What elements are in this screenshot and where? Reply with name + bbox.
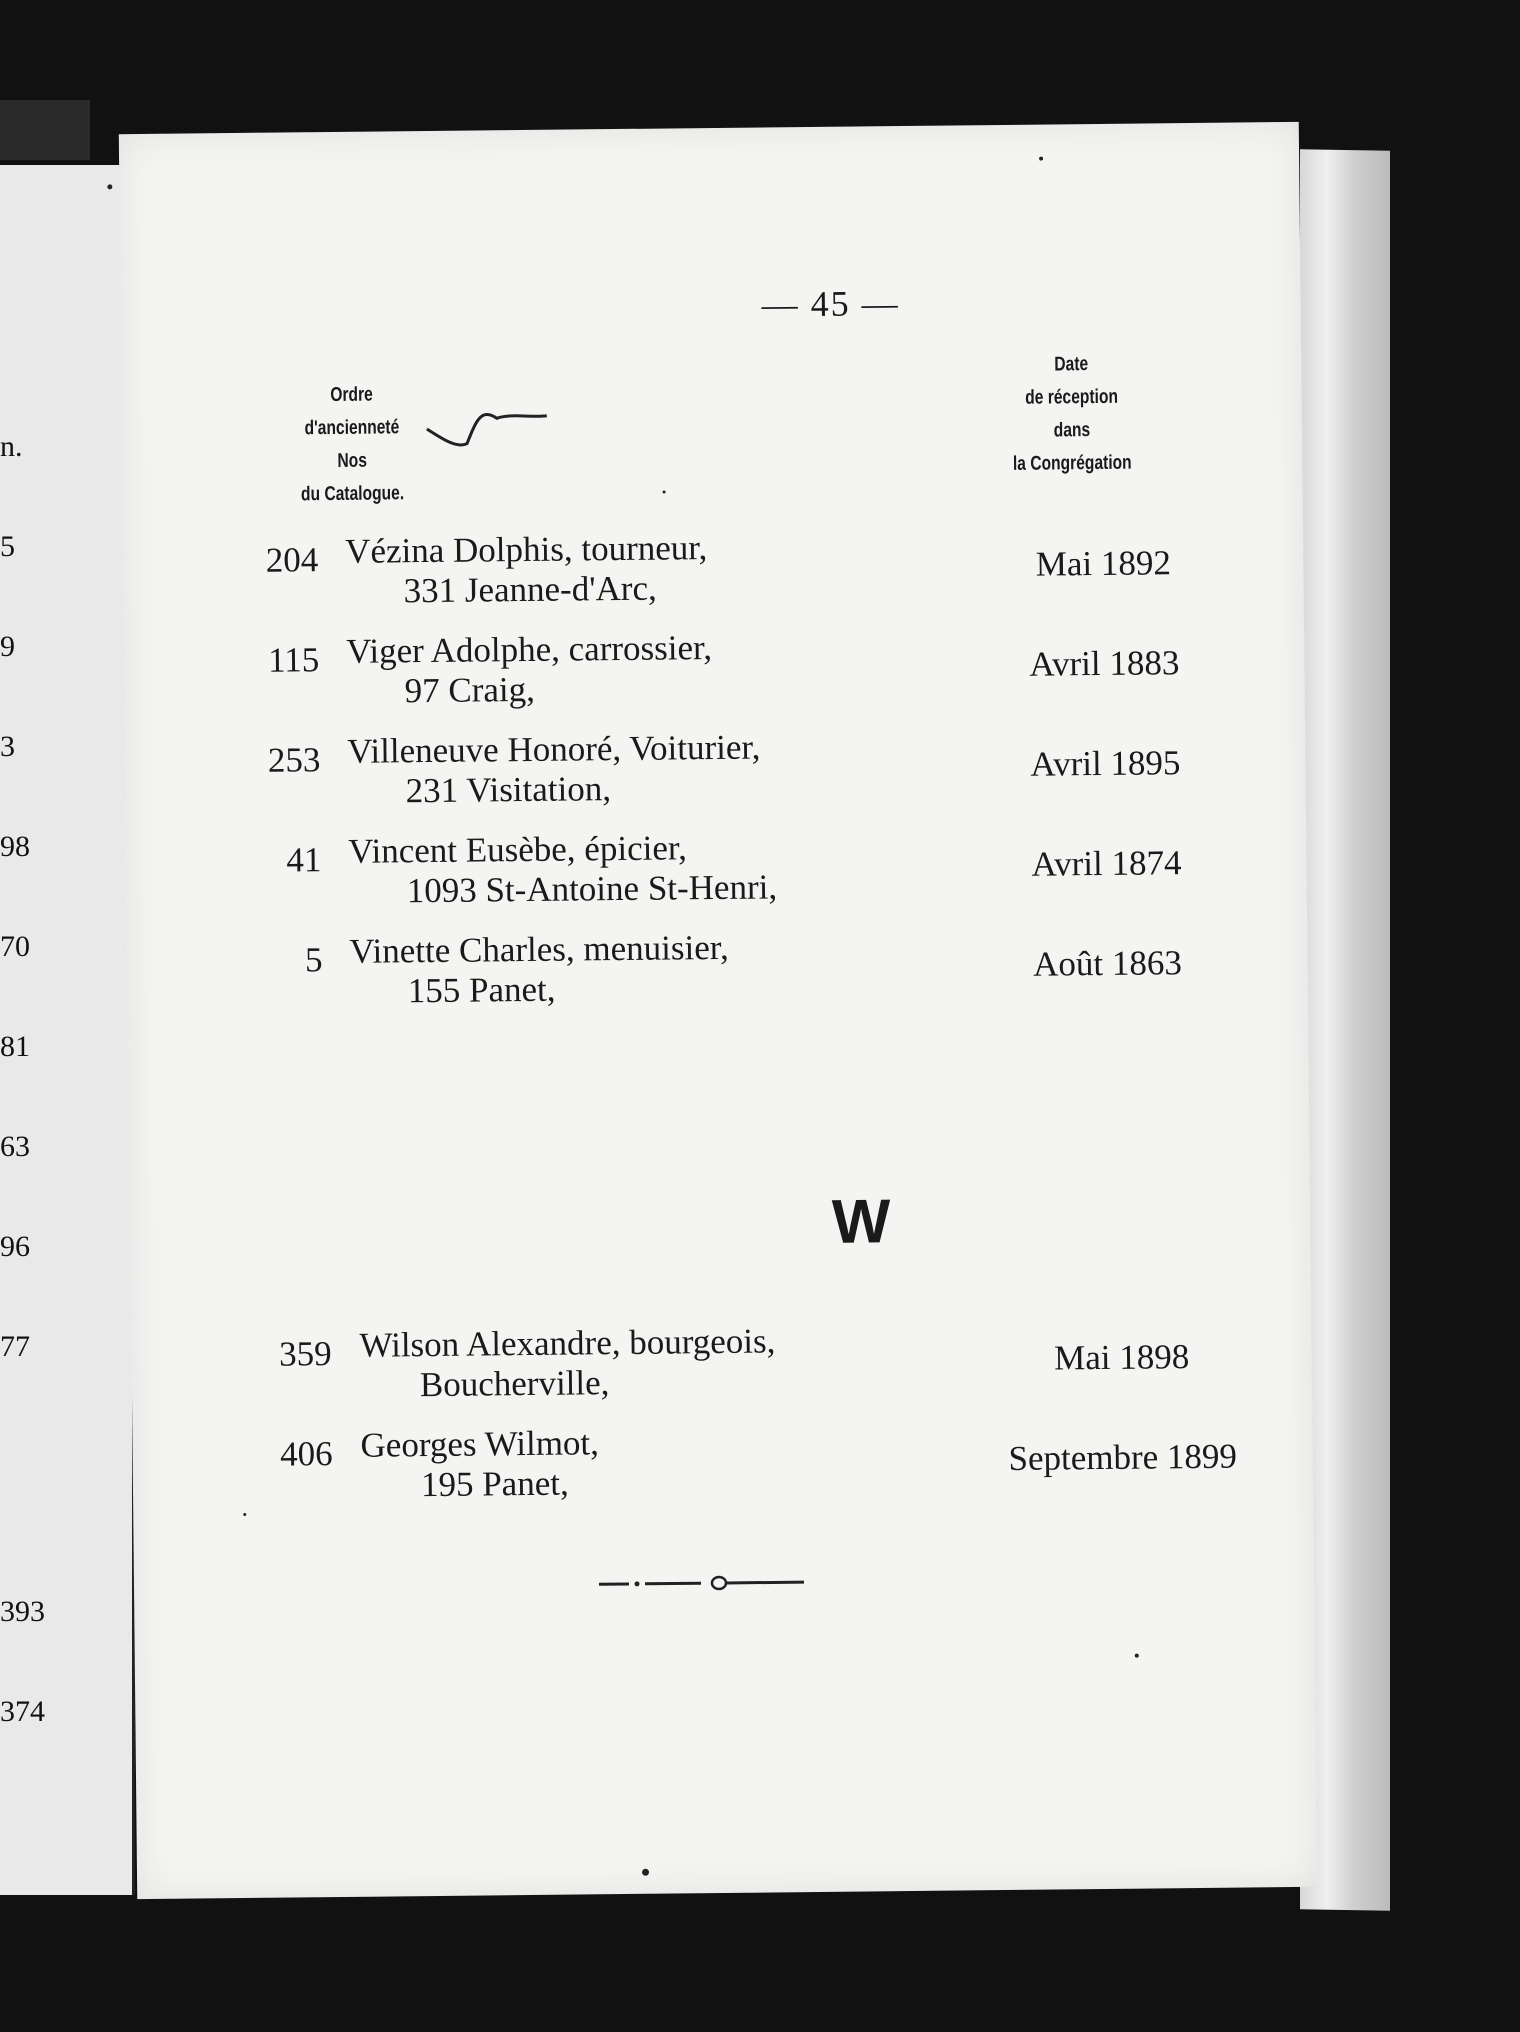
member-address: 97 Craig, (404, 669, 536, 711)
header-line: la Congrégation (1012, 451, 1132, 475)
header-line: Ordre (330, 383, 373, 407)
member-name: Georges Wilmot, (360, 1423, 600, 1465)
facing-page-number: 9 (0, 630, 15, 663)
reception-date: Avril 1874 (1031, 843, 1182, 884)
reception-date: Septembre 1899 (1008, 1436, 1238, 1478)
header-line: du Catalogue. (300, 482, 405, 506)
facing-page-number: 5 (0, 530, 15, 563)
member-address: 231 Visitation, (405, 769, 612, 811)
scan-speck (1039, 157, 1043, 161)
column-header-order (269, 378, 434, 512)
reception-date: Mai 1892 (1035, 543, 1172, 584)
facing-page-number: 70 (0, 930, 30, 963)
member-name: Vincent Eusèbe, épicier, (348, 828, 688, 871)
catalogue-number: 204 (265, 540, 319, 580)
member-name: Viger Adolphe, carrossier, (346, 628, 713, 671)
member-address: 1093 St-Antoine St-Henri, (406, 867, 778, 911)
header-line: dans (1053, 419, 1091, 442)
facing-page-fragment (0, 165, 135, 1895)
catalogue-number: 253 (267, 740, 321, 780)
member-address: 195 Panet, (420, 1463, 569, 1505)
facing-page-number: 98 (0, 830, 30, 863)
facing-page-number: 81 (0, 1030, 30, 1063)
facing-page-number: 393 (0, 1595, 45, 1628)
column-header-date (977, 347, 1166, 481)
facing-page-number: 63 (0, 1130, 30, 1163)
closing-ornament (589, 1566, 889, 1599)
facing-page-number: 374 (0, 1695, 45, 1728)
scan-speck (107, 184, 112, 189)
member-name: Vézina Dolphis, tourneur, (344, 528, 708, 571)
facing-page-header-fragment: n. (0, 430, 23, 463)
member-name: Vinette Charles, menuisier, (349, 927, 729, 971)
header-line: de réception (1025, 385, 1119, 409)
scan-speck (663, 491, 666, 494)
reception-date: Mai 1898 (1053, 1337, 1190, 1378)
header-line: Date (1054, 353, 1089, 376)
member-name: Wilson Alexandre, bourgeois, (359, 1321, 776, 1365)
dark-scan-border (0, 100, 90, 160)
member-address: 331 Jeanne-d'Arc, (403, 568, 657, 611)
member-address: Boucherville, (419, 1363, 610, 1405)
header-line: Nos (337, 449, 368, 472)
scan-speck (1135, 1654, 1139, 1658)
page-number: — 45 — (761, 283, 900, 325)
member-address: 155 Panet, (407, 969, 556, 1011)
section-letter: W (831, 1187, 889, 1257)
catalogue-number: 359 (278, 1334, 332, 1374)
header-line: d'ancienneté (304, 416, 400, 440)
register-page (119, 122, 1317, 1899)
ink-squiggle-mark (422, 398, 563, 459)
catalogue-number: 41 (286, 840, 322, 880)
facing-page-number: 96 (0, 1230, 30, 1263)
facing-page-number: 77 (0, 1330, 30, 1363)
reception-date: Avril 1883 (1029, 643, 1180, 684)
catalogue-number: 5 (304, 940, 323, 980)
member-name: Villeneuve Honoré, Voiturier, (347, 727, 761, 771)
reception-date: Août 1863 (1032, 943, 1183, 984)
scan-speck (243, 1513, 246, 1516)
catalogue-number: 406 (279, 1434, 333, 1474)
catalogue-number: 115 (267, 640, 320, 680)
scan-speck (642, 1869, 649, 1876)
facing-page-number: 3 (0, 730, 15, 763)
reception-date: Avril 1895 (1030, 743, 1181, 784)
